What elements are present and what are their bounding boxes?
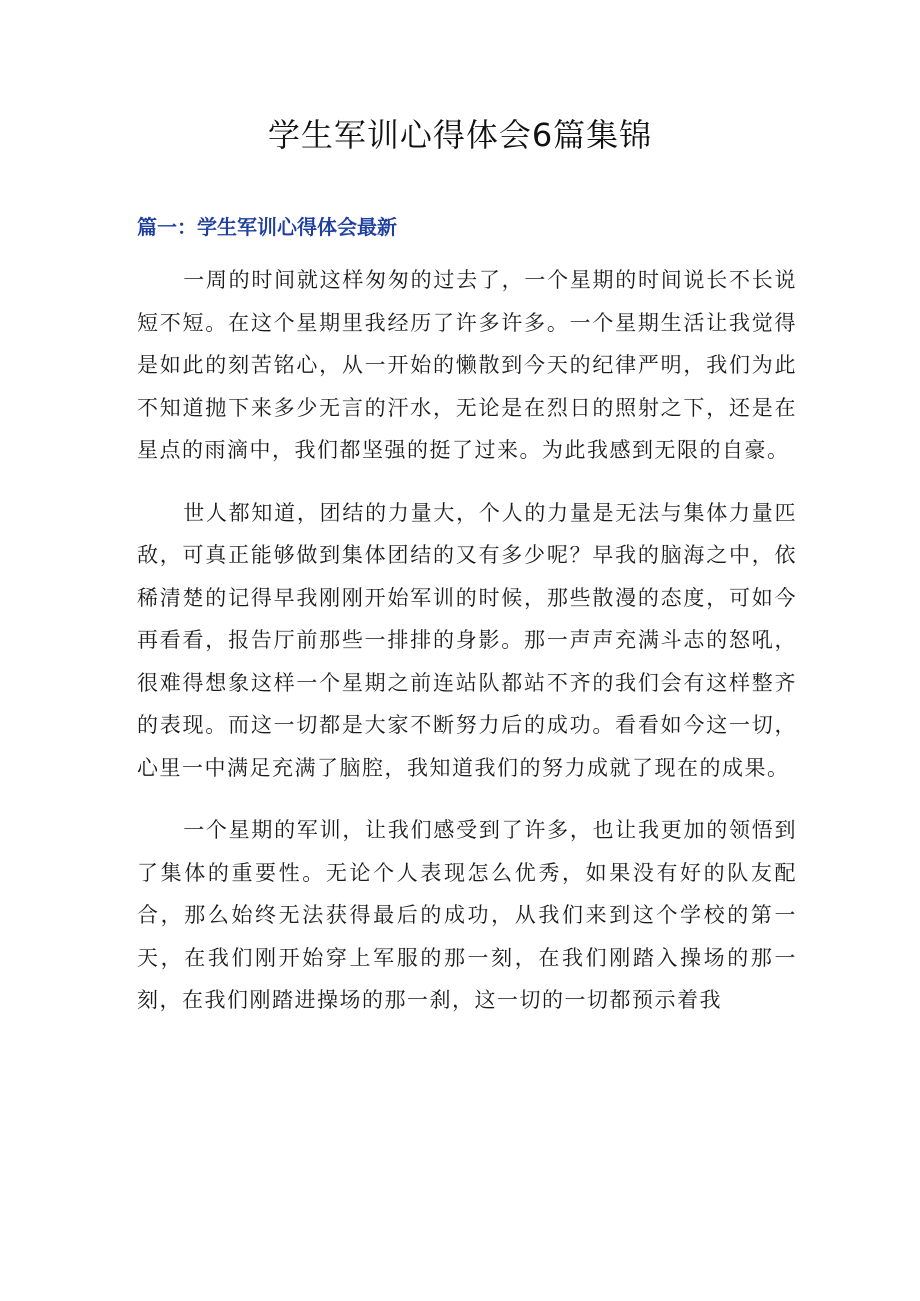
paragraph-1: 一周的时间就这样匆匆的过去了，一个星期的时间说长不长说短不短。在这个星期里我经历了许多许多。一个星期生活让我觉得是如此的刻苦铭心，从一开始的懒散到今天的纪律严明，我们为此不知道抛下来多少无言的汗水，无论是在烈日的照射之下，还是在星点的雨滴中，我们都坚强的挺了过来。为此我感到无限的自豪。 <box>137 268 797 462</box>
paragraph-2: 世人都知道，团结的力量大，个人的力量是无法与集体力量匹敌，可真正能够做到集体团结的又有多少呢？早我的脑海之中，依稀清楚的记得早我刚刚开始军训的时候，那些散漫的态度，可如今再看看，报告厅前那些一排排的身影。那一声声充满斗志的怒吼，很难得想象这样一个星期之前连站队都站不齐的我们会有这样整齐的表现。而这一切都是大家不断努力后的成功。看看如今这一切，心里一中满足充满了脑腔，我知道我们的努力成就了现在的成果。 <box>137 500 797 780</box>
paragraph-3: 一个星期的军训，让我们感受到了许多，也让我更加的领悟到了集体的重要性。无论个人表现怎么优秀，如果没有好的队友配合，那么始终无法获得最后的成功，从我们来到这个学校的第一天，在我们刚开始穿上军服的那一刻，在我们刚踏入操场的那一刻，在我们刚踏进操场的那一刹，这一切的一切都预示着我 <box>137 818 797 1012</box>
section-heading: 篇一：学生军训心得体会最新 <box>137 215 397 239</box>
document-title: 学生军训心得体会6篇集锦 <box>267 116 653 154</box>
document-body <box>137 259 797 1042</box>
